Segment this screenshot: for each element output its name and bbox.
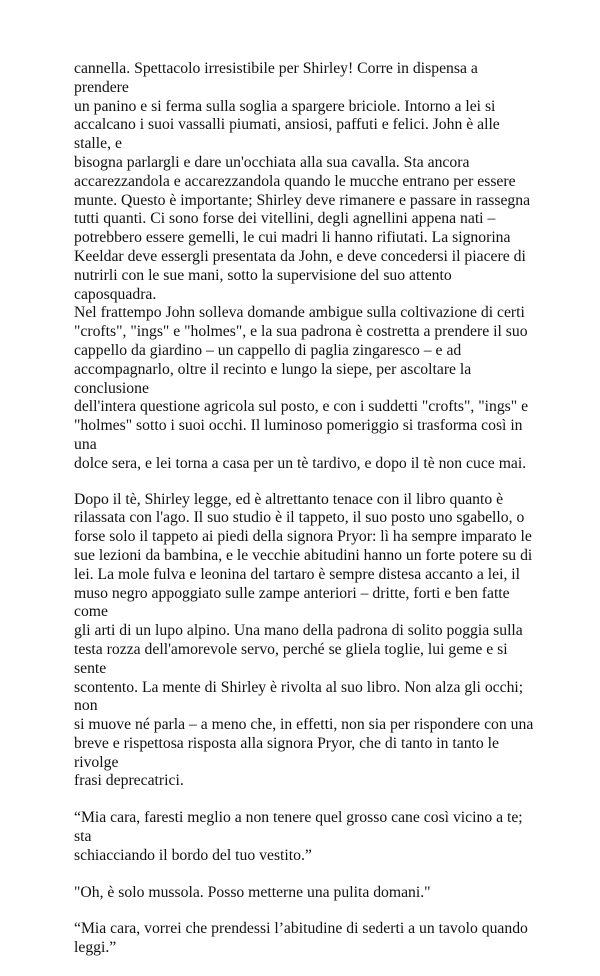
paragraph-dialogue-table: “Mia cara, vorrei che prendessi l’abitudine di sederti a un tavolo quando leggi.” — [74, 920, 528, 957]
paragraph-dialogue-dog: “Mia cara, faresti meglio a non tenere quel grosso cane così vicino a te; sta schiacciando il bordo del tuo vestito.” — [74, 809, 523, 864]
paragraph-shirley-afternoon: cannella. Spettacolo irresistibile per Shirley! Corre in dispensa a prendere un panino e si ferma sulla soglia a spargere briciole. Intorno a lei si accalcano i suoi vassalli piumati, ansiosi, paffuti e felici. John è alle stalle, e bisogna parlargli e dare un'occhiata alla sua cavalla. Sta ancora accarezzandola e accarezzandola quando le mucche entrano per essere munte. Questo è importante; Shirley deve rimanere e passare in rassegna tutti quanti. Ci sono forse dei vitellini, degli agnellini appena nati – potrebbero essere gemelli, le cui madri li hanno rifiutati. La signorina Keeldar deve essergli presentata da John, e deve concedersi il piacere di nutrirli con le sue mani, sotto la supervisione del suo attento caposquadra. Nel frattempo John solleva domande ambigue sulla coltivazione di certi "crofts", "ings" e "holmes", e la sua padrona è costretta a prendere il suo cappello da giardino – un cappello di paglia zingaresco – e ad accompagnarlo, oltre il recinto e lungo la siepe, per ascoltare la conclusione dell'intera questione agricola sul posto, e con i suddetti "crofts", "ings" e "holmes" sotto i suoi occhi. Il luminoso pomeriggio si trasforma così in una dolce sera, e lei torna a casa per un tè tardivo, e dopo il tè non cuce mai. — [74, 60, 531, 472]
document-page — [74, 60, 534, 976]
paragraph-shirley-reading: Dopo il tè, Shirley legge, ed è altrettanto tenace con il libro quanto è rilassata con l'ago. Il suo studio è il tappeto, il suo posto uno sgabello, o forse solo il tappeto ai piedi della signora Pryor: lì ha sempre imparato le sue lezioni da bambina, e le vecchie abitudini hanno un forte potere su di lei. La mole fulva e leonina del tartaro è sempre distesa accanto a lei, il muso negro appoggiato sulle zampe anteriori – dritte, forti e ben fatte come gli arti di un lupo alpino. Una mano della padrona di solito poggia sulla testa rozza dell'amorevole servo, perché se gliela toglie, lui geme e si sente scontento. La mente di Shirley è rivolta al suo libro. Non alza gli occhi; non si muove né parla – a meno che, in effetti, non sia per rispondere con una breve e rispettosa risposta alla signora Pryor, che di tanto in tanto le rivolge frasi deprecatrici. — [74, 490, 534, 790]
paragraph-dialogue-muslin: "Oh, è solo mussola. Posso metterne una pulita domani." — [74, 883, 431, 901]
